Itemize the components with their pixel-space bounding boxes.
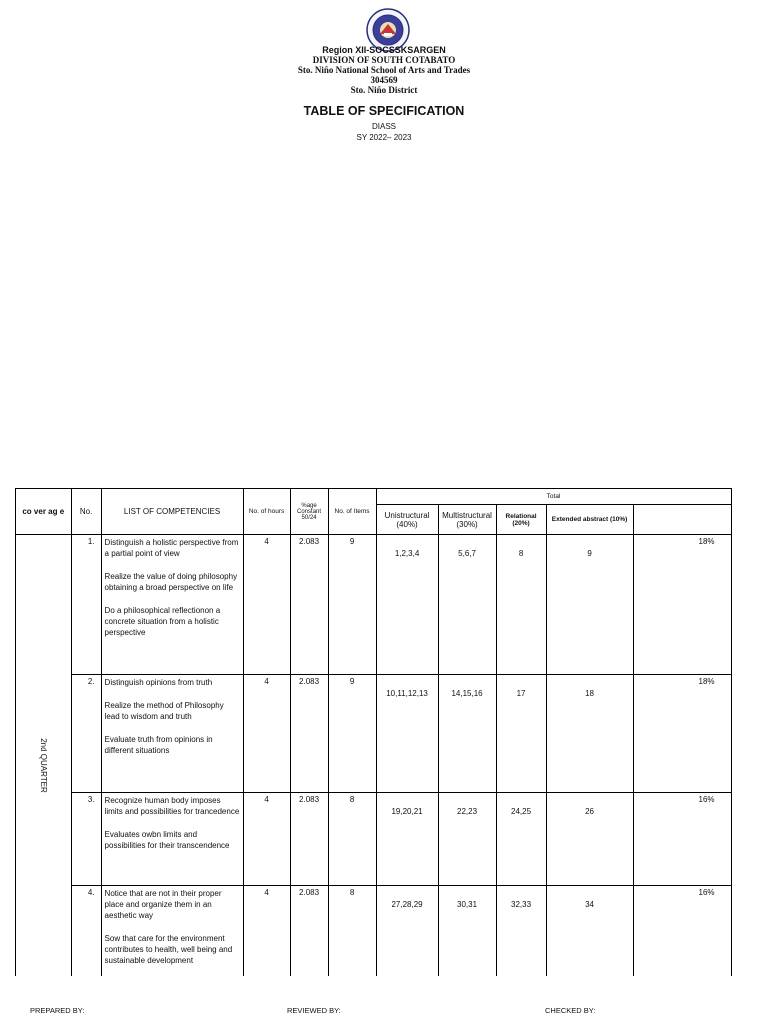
percent-cell: 16%	[633, 793, 731, 886]
extended-header: Extended abstract (10%)	[546, 505, 633, 535]
uni-cell: 10,11,12,13	[376, 675, 438, 793]
constant-cell: 2.083	[290, 535, 328, 675]
hours-cell: 4	[243, 793, 290, 886]
constant-cell: 2.083	[290, 675, 328, 793]
multi-cell: 30,31	[438, 886, 496, 977]
hours-cell: 4	[243, 535, 290, 675]
multi-cell: 22,23	[438, 793, 496, 886]
row-number: 1.	[71, 535, 101, 675]
items-cell: 8	[328, 886, 376, 977]
total-header: Total	[376, 489, 731, 505]
items-cell: 9	[328, 675, 376, 793]
multistructural-header: Multistructural (30%)	[438, 505, 496, 535]
row-number: 3.	[71, 793, 101, 886]
school-id: 304569	[370, 75, 398, 85]
rel-cell: 32,33	[496, 886, 546, 977]
hours-header: No. of hours	[243, 489, 290, 535]
quarter-label: 2nd QUARTER	[16, 535, 72, 977]
row-number: 4.	[71, 886, 101, 977]
region-text: Region XII-SOCSSKSARGEN	[322, 45, 446, 55]
ext-cell: 9	[546, 535, 633, 675]
items-header: No. of Items	[328, 489, 376, 535]
prepared-by-label: PREPARED BY:	[30, 1006, 85, 1015]
items-cell: 8	[328, 793, 376, 886]
constant-cell: 2.083	[290, 793, 328, 886]
document-title: TABLE OF SPECIFICATION	[303, 104, 465, 118]
competency-cell: Notice that are not in their proper place and organize them in an aesthetic way Sow that care for the environment contributes to health, well being and sustainable development	[101, 886, 243, 977]
row-number: 2.	[71, 675, 101, 793]
ext-cell: 34	[546, 886, 633, 977]
percent-cell: 18%	[633, 675, 731, 793]
multi-cell: 5,6,7	[438, 535, 496, 675]
multi-cell: 14,15,16	[438, 675, 496, 793]
constant-cell: 2.083	[290, 886, 328, 977]
competency-cell: Distinguish a holistic perspective from a partial point of view Realize the value of doing philosophy obtaining a broad perspective on life Do a philosophical reflectionon a concrete situation from a holistic perspective	[101, 535, 243, 675]
competencies-header: LIST OF COMPETENCIES	[101, 489, 243, 535]
relational-header: Relational (20%)	[496, 505, 546, 535]
district-text: Sto. Niño District	[350, 85, 418, 95]
school-year-text: SY 2022– 2023	[356, 133, 412, 142]
percent-cell: 16%	[633, 886, 731, 977]
uni-cell: 27,28,29	[376, 886, 438, 977]
table-row	[16, 535, 732, 675]
ext-cell: 26	[546, 793, 633, 886]
constant-header: %age Constant 50/24	[290, 489, 328, 535]
reviewed-by-label: REVIEWED BY:	[287, 1006, 341, 1015]
uni-cell: 1,2,3,4	[376, 535, 438, 675]
division-text: DIVISION OF SOUTH COTABATO	[312, 55, 456, 65]
blank-header	[633, 505, 731, 535]
rel-cell: 8	[496, 535, 546, 675]
table-row	[16, 793, 732, 886]
rel-cell: 17	[496, 675, 546, 793]
ext-cell: 18	[546, 675, 633, 793]
rel-cell: 24,25	[496, 793, 546, 886]
no-header: No.	[71, 489, 101, 535]
items-cell: 9	[328, 535, 376, 675]
school-name: Sto. Niño National School of Arts and Trades	[297, 65, 471, 75]
uni-cell: 19,20,21	[376, 793, 438, 886]
subject-text: DIASS	[371, 122, 396, 131]
competency-cell: Distinguish opinions from truth Realize the method of Philosophy lead to wisdom and truth Evaluate truth from opinions in different situations	[101, 675, 243, 793]
coverage-header: co ver ag e	[16, 489, 72, 535]
percent-cell: 18%	[633, 535, 731, 675]
unistructural-header: Unistructural (40%)	[376, 505, 438, 535]
specification-table	[15, 488, 732, 976]
hours-cell: 4	[243, 675, 290, 793]
competency-cell: Recognize human body imposes limits and possibilities for trancedence Evaluates owbn limits and possibilities for their transcendence	[101, 793, 243, 886]
checked-by-label: CHECKED BY:	[545, 1006, 596, 1015]
table-row	[16, 675, 732, 793]
hours-cell: 4	[243, 886, 290, 977]
table-row	[16, 886, 732, 977]
